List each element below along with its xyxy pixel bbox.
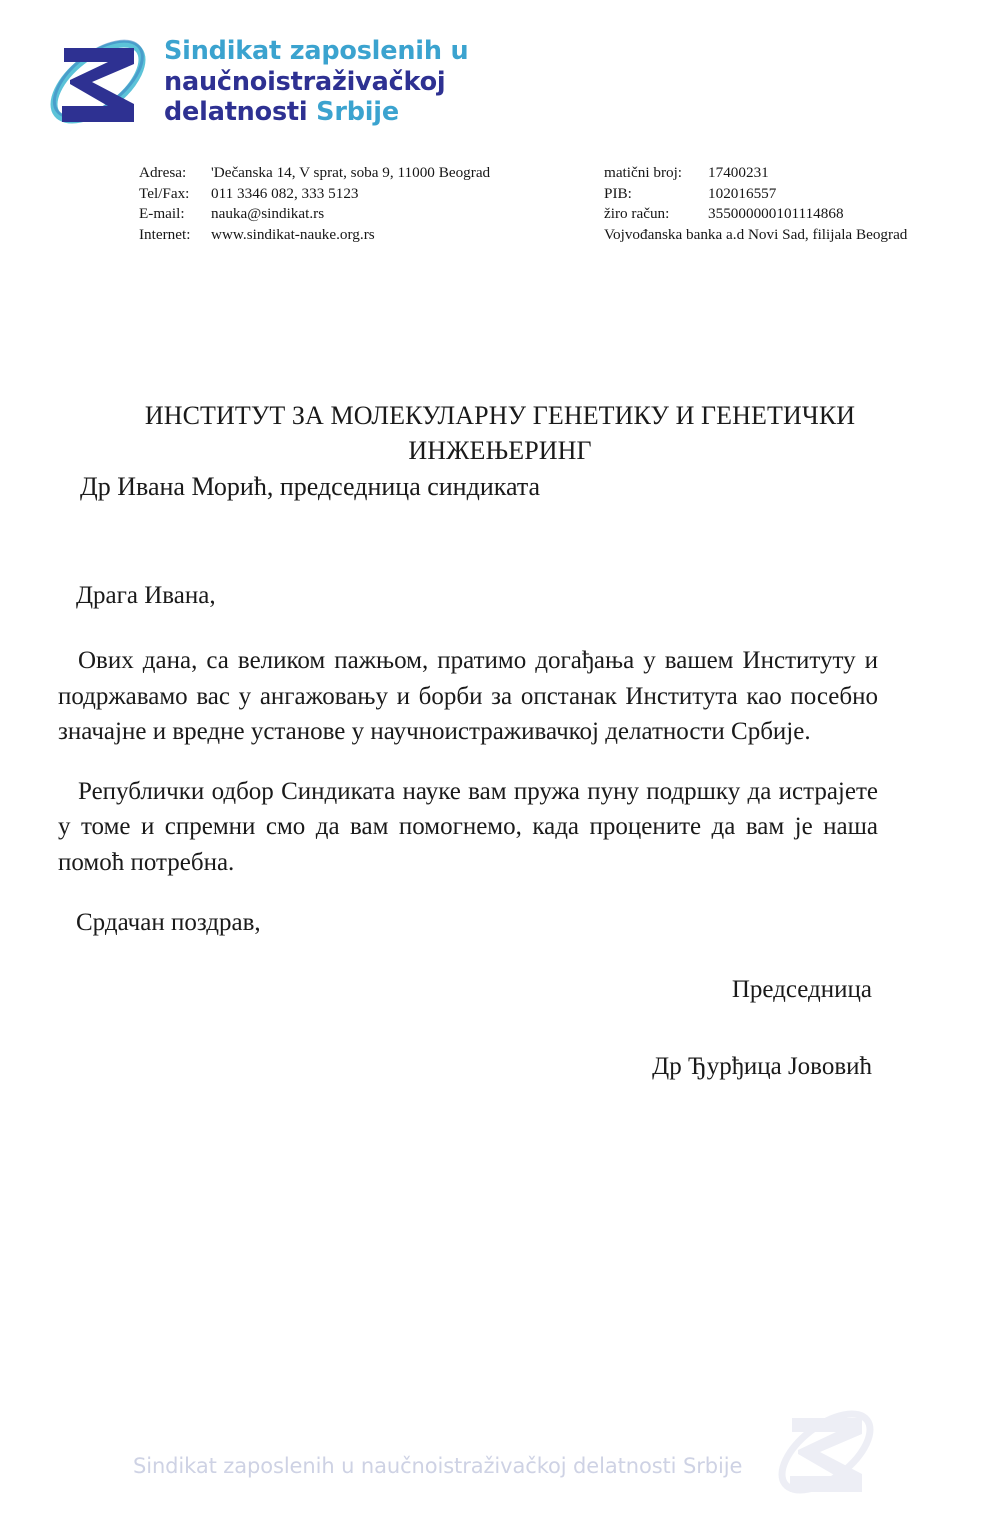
body-paragraph-1: Ових дана, са великом пажњом, пратимо догађања у вашем Институту и подржавамо вас у ангажовању и борби за опстанак Института као посебно значајне и вредне установе у научноистраживачкој делатности Србије.: [58, 647, 878, 745]
contact-label-telfax: Tel/Fax:: [139, 184, 190, 202]
contact-value-registration-number: 17400231: [708, 164, 769, 181]
contact-label-bank-account: žiro račun:: [604, 205, 670, 223]
contact-value-telfax: 011 3346 082, 333 5123: [211, 184, 359, 202]
contact-block-left: [139, 163, 490, 246]
contact-label-registration-number: matični broj:: [604, 164, 683, 181]
contact-value-pib: 102016557: [708, 184, 777, 202]
signature-name: Др Ђурђица Јововић: [652, 1053, 872, 1081]
signature-role: Председница: [731, 976, 872, 1003]
body-paragraph-2: Републички одбор Синдиката науке вам пружа пуну подршку да истрајете у томе и спремни смо да вам помогнемо, када процените да вам је наша помоћ потребна.: [58, 778, 878, 876]
contact-value-internet[interactable]: www.sindikat-nauke.org.rs: [211, 226, 375, 244]
letterhead: [42, 30, 468, 134]
footer: [0, 1396, 1000, 1531]
contact-row: [604, 184, 907, 205]
brand-line-3-teal: Srbije: [316, 97, 399, 128]
contact-value-bank-name: Vojvođanska banka a.d Novi Sad, filijala Beograd: [604, 226, 908, 244]
letter-body: [58, 578, 878, 940]
sigma-swoosh-logo-watermark-icon: [770, 1396, 882, 1508]
contact-block-right: [604, 163, 907, 246]
contact-label-email: E-mail:: [139, 205, 185, 223]
contact-label-pib: PIB:: [604, 184, 632, 202]
contact-row: [139, 184, 490, 205]
contact-value-bank-account: 355000000101114868: [708, 205, 844, 223]
brand-line-1: Sindikat zaposlenih u: [164, 36, 469, 67]
contact-row: [604, 204, 907, 225]
closing-line: Срдачан поздрав,: [76, 908, 261, 936]
contact-row: [604, 163, 907, 184]
contact-row: [139, 225, 490, 246]
signature-block: [0, 972, 1000, 1085]
contact-row: [139, 163, 490, 184]
contact-label-address: Adresa:: [139, 164, 187, 181]
recipient-person: Др Ивана Морић, председница синдиката: [80, 471, 541, 501]
brand-line-3: [164, 97, 468, 127]
contact-label-internet: Internet:: [139, 226, 191, 244]
sigma-swoosh-logo-icon: [42, 30, 154, 134]
contact-row: [139, 204, 490, 225]
footer-watermark-text: Sindikat zaposlenih u naučnoistraživačkoj delatnosti Srbije: [133, 1454, 743, 1478]
recipient-institution: ИНСТИТУТ ЗА МОЛЕКУЛАРНУ ГЕНЕТИКУ И ГЕНЕТИЧКИ ИНЖЕЊЕРИНГ: [144, 401, 856, 466]
brand-wordmark: [164, 36, 468, 127]
brand-line-3-navy: delatnosti: [164, 97, 317, 128]
recipient-block: [78, 398, 922, 504]
contact-value-address: 'Dečanska 14, V sprat, soba 9, 11000 Beograd: [211, 164, 491, 181]
brand-line-2: naučnoistraživačkoj: [164, 66, 446, 97]
contact-value-email[interactable]: nauka@sindikat.rs: [211, 205, 325, 223]
salutation: Драга Ивана,: [76, 582, 216, 609]
